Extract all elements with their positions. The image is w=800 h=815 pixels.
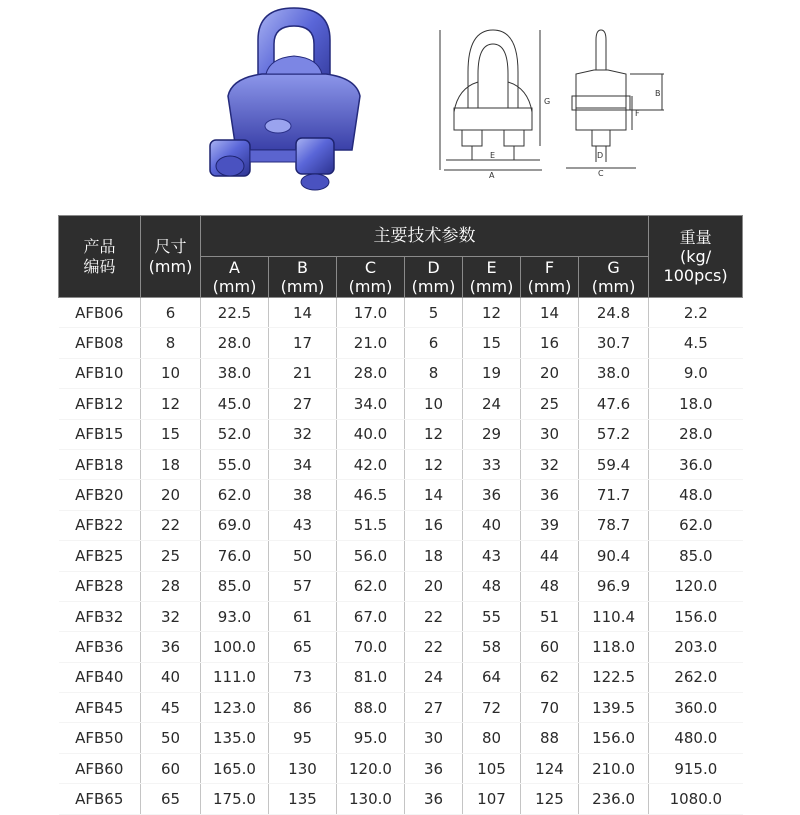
cell-f: 88	[521, 723, 579, 753]
cell-f: 25	[521, 389, 579, 419]
wire-rope-clip-photo	[210, 8, 360, 190]
spec-table-body	[59, 298, 743, 815]
cell-d: 8	[405, 358, 463, 388]
cell-e: 58	[463, 632, 521, 662]
cell-e: 43	[463, 541, 521, 571]
table-row	[59, 328, 743, 358]
cell-d: 22	[405, 632, 463, 662]
cell-size: 60	[141, 753, 201, 783]
cell-b: 73	[269, 662, 337, 692]
cell-g: 96.9	[579, 571, 649, 601]
cell-f: 44	[521, 541, 579, 571]
cell-b: 43	[269, 510, 337, 540]
cell-g: 122.5	[579, 662, 649, 692]
table-row	[59, 298, 743, 328]
table-row	[59, 419, 743, 449]
front-view-drawing	[440, 30, 542, 170]
cell-b: 61	[269, 601, 337, 631]
cell-c: 62.0	[337, 571, 405, 601]
cell-size: 20	[141, 480, 201, 510]
cell-a: 123.0	[201, 693, 269, 723]
cell-f: 36	[521, 480, 579, 510]
cell-g: 110.4	[579, 601, 649, 631]
cell-size: 50	[141, 723, 201, 753]
header-weight: 重量 (kg/ 100pcs)	[649, 216, 743, 298]
cell-g: 30.7	[579, 328, 649, 358]
cell-d: 24	[405, 662, 463, 692]
cell-g: 156.0	[579, 723, 649, 753]
cell-a: 100.0	[201, 632, 269, 662]
cell-a: 45.0	[201, 389, 269, 419]
cell-size: 22	[141, 510, 201, 540]
cell-weight: 1080.0	[649, 784, 743, 814]
cell-size: 32	[141, 601, 201, 631]
cell-a: 38.0	[201, 358, 269, 388]
cell-g: 78.7	[579, 510, 649, 540]
table-row	[59, 784, 743, 814]
dim-label-f: F	[635, 109, 640, 118]
header-param-g: G (mm)	[579, 257, 649, 298]
cell-d: 12	[405, 449, 463, 479]
cell-a: 93.0	[201, 601, 269, 631]
cell-size: 36	[141, 632, 201, 662]
cell-g: 90.4	[579, 541, 649, 571]
cell-d: 5	[405, 298, 463, 328]
cell-code: AFB15	[59, 419, 141, 449]
product-figure	[0, 0, 800, 215]
cell-weight: 85.0	[649, 541, 743, 571]
cell-c: 56.0	[337, 541, 405, 571]
cell-e: 107	[463, 784, 521, 814]
cell-size: 18	[141, 449, 201, 479]
cell-a: 85.0	[201, 571, 269, 601]
cell-a: 135.0	[201, 723, 269, 753]
cell-f: 51	[521, 601, 579, 631]
table-row	[59, 693, 743, 723]
table-row	[59, 541, 743, 571]
cell-g: 47.6	[579, 389, 649, 419]
cell-b: 50	[269, 541, 337, 571]
cell-weight: 156.0	[649, 601, 743, 631]
cell-size: 25	[141, 541, 201, 571]
cell-e: 19	[463, 358, 521, 388]
cell-c: 46.5	[337, 480, 405, 510]
cell-e: 12	[463, 298, 521, 328]
cell-e: 24	[463, 389, 521, 419]
spec-table	[58, 215, 743, 815]
cell-c: 42.0	[337, 449, 405, 479]
cell-b: 38	[269, 480, 337, 510]
cell-code: AFB10	[59, 358, 141, 388]
cell-weight: 28.0	[649, 419, 743, 449]
cell-d: 20	[405, 571, 463, 601]
cell-weight: 18.0	[649, 389, 743, 419]
cell-e: 48	[463, 571, 521, 601]
cell-size: 45	[141, 693, 201, 723]
cell-f: 62	[521, 662, 579, 692]
cell-e: 105	[463, 753, 521, 783]
cell-f: 14	[521, 298, 579, 328]
cell-b: 95	[269, 723, 337, 753]
cell-code: AFB50	[59, 723, 141, 753]
cell-g: 57.2	[579, 419, 649, 449]
cell-a: 55.0	[201, 449, 269, 479]
cell-b: 135	[269, 784, 337, 814]
header-size: 尺寸 (mm)	[141, 216, 201, 298]
cell-size: 6	[141, 298, 201, 328]
cell-a: 28.0	[201, 328, 269, 358]
cell-f: 125	[521, 784, 579, 814]
cell-d: 18	[405, 541, 463, 571]
cell-e: 55	[463, 601, 521, 631]
cell-size: 12	[141, 389, 201, 419]
cell-a: 111.0	[201, 662, 269, 692]
header-param-a: A (mm)	[201, 257, 269, 298]
cell-c: 67.0	[337, 601, 405, 631]
dim-label-a: A	[489, 171, 495, 180]
cell-code: AFB28	[59, 571, 141, 601]
cell-c: 88.0	[337, 693, 405, 723]
cell-b: 17	[269, 328, 337, 358]
cell-a: 22.5	[201, 298, 269, 328]
cell-c: 95.0	[337, 723, 405, 753]
table-row	[59, 723, 743, 753]
cell-c: 28.0	[337, 358, 405, 388]
cell-d: 36	[405, 753, 463, 783]
cell-e: 15	[463, 328, 521, 358]
cell-weight: 203.0	[649, 632, 743, 662]
header-param-b: B (mm)	[269, 257, 337, 298]
cell-e: 29	[463, 419, 521, 449]
cell-g: 59.4	[579, 449, 649, 479]
cell-code: AFB36	[59, 632, 141, 662]
cell-b: 57	[269, 571, 337, 601]
dim-label-c: C	[598, 169, 604, 178]
cell-d: 16	[405, 510, 463, 540]
table-row	[59, 571, 743, 601]
cell-d: 14	[405, 480, 463, 510]
cell-d: 30	[405, 723, 463, 753]
cell-d: 36	[405, 784, 463, 814]
cell-f: 32	[521, 449, 579, 479]
cell-c: 17.0	[337, 298, 405, 328]
cell-b: 34	[269, 449, 337, 479]
cell-code: AFB08	[59, 328, 141, 358]
cell-e: 80	[463, 723, 521, 753]
table-row	[59, 480, 743, 510]
dim-label-g: G	[544, 97, 551, 106]
cell-g: 24.8	[579, 298, 649, 328]
cell-code: AFB32	[59, 601, 141, 631]
table-row	[59, 753, 743, 783]
cell-d: 27	[405, 693, 463, 723]
cell-c: 40.0	[337, 419, 405, 449]
cell-g: 139.5	[579, 693, 649, 723]
dim-label-d: D	[597, 151, 604, 160]
cell-b: 32	[269, 419, 337, 449]
table-row	[59, 632, 743, 662]
cell-c: 130.0	[337, 784, 405, 814]
cell-f: 70	[521, 693, 579, 723]
cell-b: 27	[269, 389, 337, 419]
header-param-d: D (mm)	[405, 257, 463, 298]
cell-b: 21	[269, 358, 337, 388]
table-row	[59, 662, 743, 692]
cell-c: 120.0	[337, 753, 405, 783]
table-row	[59, 449, 743, 479]
cell-g: 236.0	[579, 784, 649, 814]
cell-e: 33	[463, 449, 521, 479]
cell-code: AFB65	[59, 784, 141, 814]
table-row	[59, 510, 743, 540]
cell-d: 22	[405, 601, 463, 631]
cell-code: AFB45	[59, 693, 141, 723]
cell-e: 64	[463, 662, 521, 692]
cell-code: AFB06	[59, 298, 141, 328]
cell-b: 65	[269, 632, 337, 662]
cell-c: 51.5	[337, 510, 405, 540]
cell-e: 36	[463, 480, 521, 510]
dim-label-e: E	[490, 151, 496, 160]
cell-size: 28	[141, 571, 201, 601]
cell-d: 10	[405, 389, 463, 419]
cell-b: 86	[269, 693, 337, 723]
cell-g: 118.0	[579, 632, 649, 662]
cell-a: 62.0	[201, 480, 269, 510]
cell-weight: 480.0	[649, 723, 743, 753]
cell-code: AFB25	[59, 541, 141, 571]
header-param-c: C (mm)	[337, 257, 405, 298]
cell-code: AFB60	[59, 753, 141, 783]
cell-code: AFB18	[59, 449, 141, 479]
header-group-title: 主要技术参数	[201, 216, 649, 257]
cell-a: 165.0	[201, 753, 269, 783]
cell-weight: 2.2	[649, 298, 743, 328]
cell-g: 71.7	[579, 480, 649, 510]
cell-f: 20	[521, 358, 579, 388]
cell-b: 130	[269, 753, 337, 783]
cell-weight: 262.0	[649, 662, 743, 692]
header-param-f: F (mm)	[521, 257, 579, 298]
cell-a: 76.0	[201, 541, 269, 571]
cell-code: AFB20	[59, 480, 141, 510]
cell-size: 10	[141, 358, 201, 388]
cell-g: 210.0	[579, 753, 649, 783]
cell-c: 70.0	[337, 632, 405, 662]
cell-c: 34.0	[337, 389, 405, 419]
cell-weight: 915.0	[649, 753, 743, 783]
cell-c: 21.0	[337, 328, 405, 358]
cell-a: 175.0	[201, 784, 269, 814]
cell-d: 12	[405, 419, 463, 449]
cell-d: 6	[405, 328, 463, 358]
table-row	[59, 358, 743, 388]
side-view-drawing	[566, 30, 664, 168]
cell-f: 124	[521, 753, 579, 783]
dim-label-b: B	[655, 89, 661, 98]
header-param-e: E (mm)	[463, 257, 521, 298]
cell-b: 14	[269, 298, 337, 328]
cell-size: 65	[141, 784, 201, 814]
cell-weight: 48.0	[649, 480, 743, 510]
cell-a: 52.0	[201, 419, 269, 449]
cell-f: 48	[521, 571, 579, 601]
cell-f: 60	[521, 632, 579, 662]
cell-weight: 360.0	[649, 693, 743, 723]
cell-f: 16	[521, 328, 579, 358]
cell-g: 38.0	[579, 358, 649, 388]
cell-code: AFB22	[59, 510, 141, 540]
cell-weight: 36.0	[649, 449, 743, 479]
cell-weight: 9.0	[649, 358, 743, 388]
cell-size: 15	[141, 419, 201, 449]
cell-f: 39	[521, 510, 579, 540]
cell-weight: 4.5	[649, 328, 743, 358]
cell-f: 30	[521, 419, 579, 449]
cell-e: 40	[463, 510, 521, 540]
cell-size: 40	[141, 662, 201, 692]
cell-e: 72	[463, 693, 521, 723]
cell-code: AFB40	[59, 662, 141, 692]
cell-a: 69.0	[201, 510, 269, 540]
table-row	[59, 389, 743, 419]
cell-weight: 120.0	[649, 571, 743, 601]
cell-size: 8	[141, 328, 201, 358]
header-code: 产品 编码	[59, 216, 141, 298]
cell-c: 81.0	[337, 662, 405, 692]
table-row	[59, 601, 743, 631]
cell-weight: 62.0	[649, 510, 743, 540]
cell-code: AFB12	[59, 389, 141, 419]
